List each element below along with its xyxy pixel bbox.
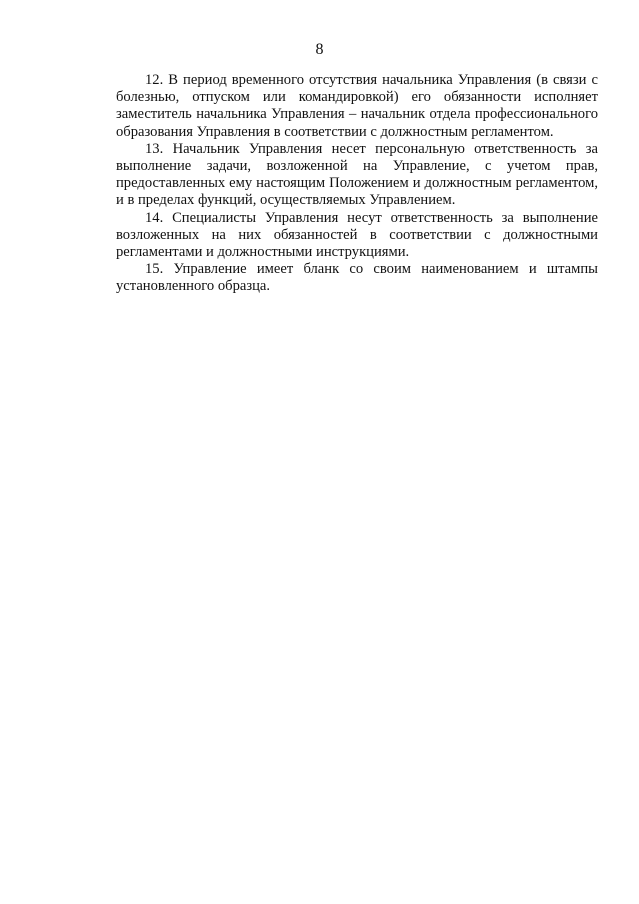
paragraph-12: 12. В период временного отсутствия начальника Управления (в связи с болезнью, отпуском или командировкой) его обязанности исполняет заместитель начальника Управления – начальник отдела профессионального образования Управления в соответствии с должностным регламентом. — [116, 72, 598, 140]
page-number: 8 — [315, 41, 324, 58]
paragraph-15: 15. Управление имеет бланк со своим наименованием и штампы установленного образца. — [116, 261, 598, 295]
paragraph-13: 13. Начальник Управления несет персональную ответственность за выполнение задачи, возложенной на Управление, с учетом прав, предоставленных ему настоящим Положением и должностным регламентом, и в пределах функций, осуществляемых Управлением. — [116, 140, 598, 209]
paragraph-14: 14. Специалисты Управления несут ответственность за выполнение возложенных на них обязанностей в соответствии с должностными регламентами и должностными инструкциями. — [116, 209, 598, 261]
document-body — [116, 72, 598, 296]
